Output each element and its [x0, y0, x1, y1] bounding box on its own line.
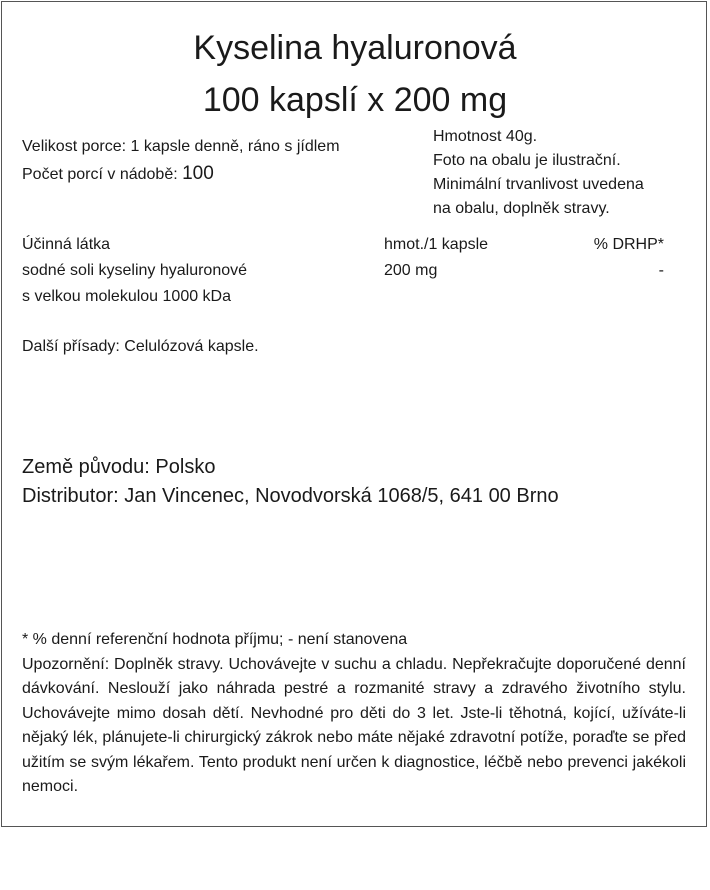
- table-header-amount: hmot./1 kapsle: [384, 236, 489, 253]
- distributor: Distributor: Jan Vincenec, Novodvorská 1068/5, 641 00 Brno: [22, 485, 559, 507]
- serving-size: Velikost porce: 1 kapsle denně, ráno s jídlem: [22, 138, 340, 155]
- other-ingredients: Další přísady: Celulózová kapsle.: [22, 338, 259, 355]
- photo-info: Foto na obalu je ilustrační.: [433, 152, 621, 169]
- servings-value: 100: [182, 163, 214, 184]
- product-title-dosage: 100 kapslí x 200 mg: [202, 81, 508, 119]
- ingredient-amount: 200 mg: [384, 262, 438, 279]
- ingredient-drhp: -: [658, 262, 664, 279]
- servings-label: Počet porcí v nádobě:: [22, 166, 178, 183]
- servings-per-container: [22, 162, 214, 186]
- shelf-life-info: Minimální trvanlivost uvedena: [433, 176, 644, 193]
- warning-block: [22, 628, 686, 800]
- product-label: [1, 1, 707, 827]
- footnote: * % denní referenční hodnota příjmu; - není stanovena: [22, 631, 408, 648]
- country-of-origin: Země původu: Polsko: [22, 456, 216, 478]
- table-header-substance: Účinná látka: [22, 236, 111, 253]
- table-header-drhp: % DRHP*: [593, 236, 664, 253]
- weight-info: Hmotnost 40g.: [433, 128, 538, 145]
- ingredient-name-line2: s velkou molekulou 1000 kDa: [22, 288, 232, 305]
- supplement-info: na obalu, doplněk stravy.: [433, 200, 610, 217]
- ingredient-name-line1: sodné soli kyseliny hyaluronové: [22, 262, 248, 279]
- product-title-name: Kyselina hyaluronová: [193, 29, 517, 67]
- warning-text: Upozornění: Doplněk stravy. Uchovávejte v suchu a chladu. Nepřekračujte doporučené denní dávkování. Neslouží jako náhrada pestré a rozmanité stravy a zdravého životního stylu. Uchovávejte mimo dosah dětí. Nevhodné pro děti do 3 let. Jste-li těhotná, kojící, užíváte-li nějaký lék, plánujete-li chirurgický zákrok nebo máte nějaké zdravotní potíže, poraďte se před užitím se svým lékařem. Tento produkt není určen k diagnostice, léčbě nebo prevenci jakékoli nemoci.: [22, 655, 686, 795]
